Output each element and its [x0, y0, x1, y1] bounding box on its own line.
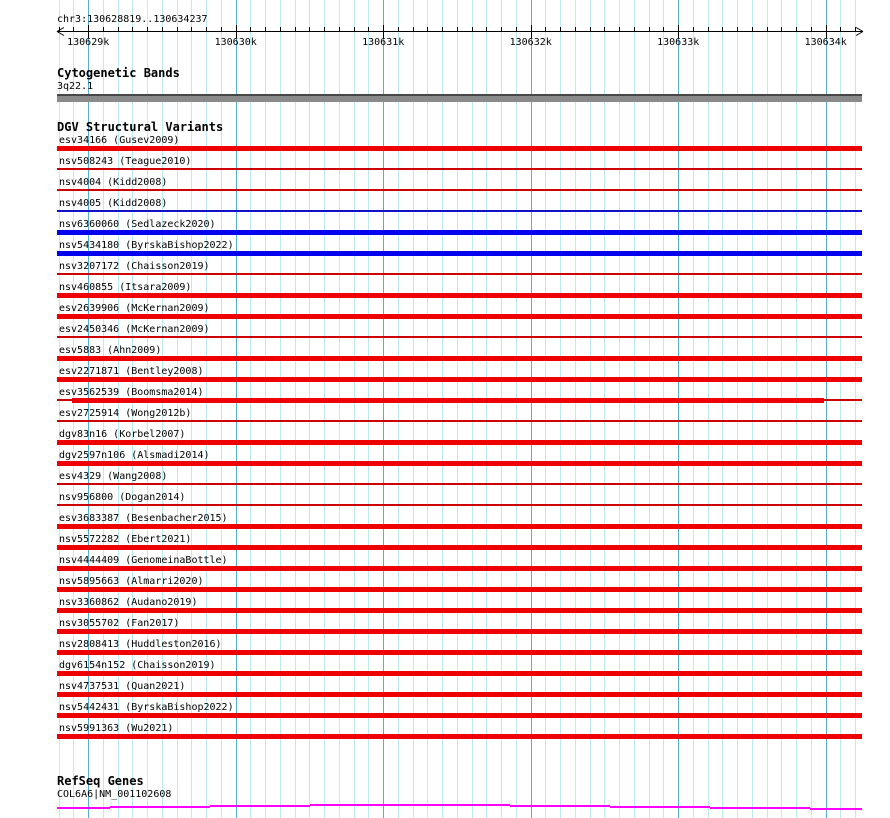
variant-row[interactable] — [0, 176, 890, 197]
variant-row[interactable] — [0, 680, 890, 701]
ruler-minor-tick — [442, 27, 443, 32]
ruler-minor-tick — [472, 27, 473, 32]
variant-label: nsv3207172 (Chaisson2019) — [59, 261, 210, 272]
variant-label: nsv4737531 (Quan2021) — [59, 681, 186, 692]
variant-label: nsv4004 (Kidd2008) — [59, 177, 168, 188]
variant-row[interactable] — [0, 470, 890, 491]
variant-label: nsv3055702 (Fan2017) — [59, 618, 180, 629]
ruler-minor-tick — [501, 27, 502, 32]
ruler-minor-tick — [309, 27, 310, 32]
ruler-minor-tick — [619, 27, 620, 32]
cytogenetic-band-bar[interactable] — [57, 94, 862, 102]
variant-label: dgv83n16 (Korbel2007) — [59, 429, 186, 440]
variant-label: nsv5434180 (ByrskaBishop2022) — [59, 240, 234, 251]
variant-bar-segment — [57, 524, 862, 529]
variant-bar-segment — [57, 587, 862, 592]
ruler-minor-tick — [59, 27, 60, 32]
variant-bar-segment — [57, 210, 862, 212]
gene-line-segment — [610, 806, 710, 808]
ruler-minor-tick — [855, 27, 856, 32]
ruler-minor-tick — [280, 27, 281, 32]
variant-label: esv2639906 (McKernan2009) — [59, 303, 210, 314]
variant-label: esv34166 (Gusev2009) — [59, 135, 180, 146]
variant-bar-segment — [57, 650, 862, 655]
gene-line-segment — [510, 805, 610, 807]
variant-row[interactable] — [0, 512, 890, 533]
variant-row[interactable] — [0, 365, 890, 386]
variant-label: nsv4005 (Kidd2008) — [59, 198, 168, 209]
variant-bar-segment — [57, 671, 862, 676]
variant-bar-segment — [57, 189, 862, 191]
variant-row[interactable] — [0, 344, 890, 365]
ruler-minor-tick — [649, 27, 650, 32]
variant-label: nsv5572282 (Ebert2021) — [59, 534, 192, 545]
ruler-minor-tick — [413, 27, 414, 32]
variant-label: nsv2808413 (Huddleston2016) — [59, 639, 222, 650]
ruler-minor-tick — [147, 27, 148, 32]
variant-row[interactable] — [0, 701, 890, 722]
variant-row[interactable] — [0, 407, 890, 428]
variant-bar-segment — [57, 483, 862, 485]
variant-bar-segment — [57, 168, 862, 170]
ruler-minor-tick — [634, 27, 635, 32]
ruler-minor-tick — [162, 27, 163, 32]
variant-row[interactable] — [0, 239, 890, 260]
variant-label: nsv956800 (Dogan2014) — [59, 492, 186, 503]
variant-row[interactable] — [0, 449, 890, 470]
variant-row[interactable] — [0, 533, 890, 554]
gene-line-segment — [210, 805, 310, 807]
ruler-minor-tick — [354, 27, 355, 32]
ruler-minor-tick — [324, 27, 325, 32]
ruler-minor-tick — [575, 27, 576, 32]
ruler-minor-tick — [265, 27, 266, 32]
variant-label: esv2725914 (Wong2012b) — [59, 408, 192, 419]
ruler-minor-tick — [398, 27, 399, 32]
variant-bar-segment — [57, 545, 862, 550]
ruler-tick-label: 130630k — [214, 37, 257, 48]
variant-label: esv2271871 (Bentley2008) — [59, 366, 204, 377]
ruler-minor-tick — [781, 27, 782, 32]
variant-bar-segment — [57, 230, 862, 235]
variant-label: nsv508243 (Teague2010) — [59, 156, 192, 167]
variant-bar-segment — [57, 566, 862, 571]
variant-label: dgv2597n106 (Alsmadi2014) — [59, 450, 210, 461]
variant-bar-segment — [57, 293, 862, 298]
variant-row[interactable] — [0, 386, 890, 407]
variant-label: nsv5991363 (Wu2021) — [59, 723, 174, 734]
variant-row[interactable] — [0, 659, 890, 680]
ruler-minor-tick — [206, 27, 207, 32]
variant-bar-segment — [57, 629, 862, 634]
variant-row[interactable] — [0, 554, 890, 575]
variant-bar-segment — [72, 398, 824, 403]
variant-label: esv3683387 (Besenbacher2015) — [59, 513, 228, 524]
variant-bar-segment — [57, 734, 862, 739]
variant-row[interactable] — [0, 617, 890, 638]
variant-label: dgv6154n152 (Chaisson2019) — [59, 660, 216, 671]
ruler-tick-label: 130629k — [67, 37, 110, 48]
variant-label: esv2450346 (McKernan2009) — [59, 324, 210, 335]
variant-row[interactable] — [0, 638, 890, 659]
variant-bar-segment — [57, 356, 862, 361]
ruler-minor-tick — [457, 27, 458, 32]
variant-row[interactable] — [0, 134, 890, 155]
variant-row[interactable] — [0, 575, 890, 596]
refseq-genes-header: RefSeq Genes — [57, 774, 144, 788]
variant-row[interactable] — [0, 197, 890, 218]
ruler-minor-tick — [693, 27, 694, 32]
region-title: chr3:130628819..130634237 — [57, 14, 208, 25]
variant-label: esv3562539 (Boomsma2014) — [59, 387, 204, 398]
variant-bar-segment — [57, 440, 862, 445]
variant-row[interactable] — [0, 722, 890, 743]
ruler-tick-label: 130631k — [362, 37, 405, 48]
ruler-minor-tick — [132, 27, 133, 32]
ruler-minor-tick — [295, 27, 296, 32]
variant-bar-segment — [57, 420, 862, 422]
variant-label: nsv5442431 (ByrskaBishop2022) — [59, 702, 234, 713]
variant-bar-segment — [57, 713, 862, 718]
variant-row[interactable] — [0, 281, 890, 302]
variant-bar-segment — [57, 461, 862, 466]
ruler-minor-tick — [840, 27, 841, 32]
ruler-minor-tick — [722, 27, 723, 32]
variant-bar-segment — [57, 251, 862, 256]
gene-line-segment — [710, 807, 810, 809]
ruler-minor-tick — [590, 27, 591, 32]
dgv-track-header: DGV Structural Variants — [57, 120, 224, 134]
ruler-tick-label: 130632k — [509, 37, 552, 48]
variant-bar-segment — [57, 314, 862, 319]
ruler-minor-tick — [604, 27, 605, 32]
ruler-minor-tick — [486, 27, 487, 32]
ruler-minor-tick — [811, 27, 812, 32]
gene-line-segment — [57, 807, 110, 809]
cytogenetic-bands-header: Cytogenetic Bands — [57, 66, 180, 80]
ruler-minor-tick — [368, 27, 369, 32]
variant-label: nsv3360862 (Audano2019) — [59, 597, 198, 608]
variant-row[interactable] — [0, 428, 890, 449]
variant-bar-segment — [57, 504, 862, 506]
variant-bar-segment — [57, 608, 862, 613]
variant-row[interactable] — [0, 596, 890, 617]
variant-row[interactable] — [0, 155, 890, 176]
variant-bar-segment — [57, 399, 72, 401]
ruler-minor-tick — [73, 27, 74, 32]
ruler-minor-tick — [560, 27, 561, 32]
variant-bar-segment — [57, 146, 862, 151]
ruler-minor-tick — [737, 27, 738, 32]
ruler-minor-tick — [545, 27, 546, 32]
variant-label: nsv5895663 (Almarri2020) — [59, 576, 204, 587]
gene-label[interactable]: COL6A6|NM_001102608 — [57, 789, 172, 800]
gene-line-segment — [310, 804, 510, 806]
variant-bar-segment — [57, 377, 862, 382]
ruler-minor-tick — [221, 27, 222, 32]
variant-bar-segment — [57, 336, 862, 338]
variant-row[interactable] — [0, 323, 890, 344]
ruler-axis-line — [57, 31, 862, 32]
variant-bar-segment — [824, 399, 862, 401]
variant-label: nsv4444409 (GenomeinaBottle) — [59, 555, 228, 566]
variant-label: nsv6360060 (Sedlazeck2020) — [59, 219, 216, 230]
variant-label: nsv460855 (Itsara2009) — [59, 282, 192, 293]
variant-row[interactable] — [0, 260, 890, 281]
variant-row[interactable] — [0, 218, 890, 239]
ruler-tick-label: 130634k — [804, 37, 847, 48]
ruler-minor-tick — [339, 27, 340, 32]
ruler-minor-tick — [708, 27, 709, 32]
ruler-minor-tick — [796, 27, 797, 32]
ruler-minor-tick — [118, 27, 119, 32]
gene-line-segment — [810, 808, 862, 810]
ruler-minor-tick — [191, 27, 192, 32]
ruler-minor-tick — [752, 27, 753, 32]
variant-bar-segment — [57, 692, 862, 697]
ruler-minor-tick — [516, 27, 517, 32]
variant-row[interactable] — [0, 491, 890, 512]
variant-label: esv4329 (Wang2008) — [59, 471, 168, 482]
ruler-minor-tick — [767, 27, 768, 32]
variant-label: esv5883 (Ahn2009) — [59, 345, 162, 356]
ruler-minor-tick — [663, 27, 664, 32]
cytogenetic-band-label: 3q22.1 — [57, 81, 94, 92]
gene-line-segment — [110, 806, 210, 808]
ruler-minor-tick — [427, 27, 428, 32]
ruler-tick-label: 130633k — [657, 37, 700, 48]
ruler-minor-tick — [250, 27, 251, 32]
ruler-minor-tick — [177, 27, 178, 32]
variant-bar-segment — [57, 273, 862, 275]
ruler-minor-tick — [103, 27, 104, 32]
variant-row[interactable] — [0, 302, 890, 323]
